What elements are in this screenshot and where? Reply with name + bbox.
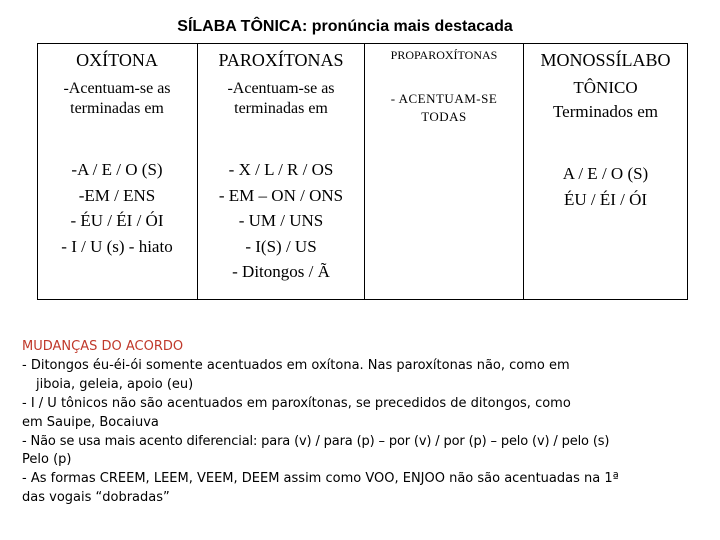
column-header-paroxitonas: PAROXÍTONAS (218, 50, 344, 70)
table-border-top (37, 43, 688, 44)
proparoxitonas-subtitle (365, 90, 523, 126)
notes-heading: MUDANÇAS DO ACORDO (22, 339, 184, 354)
page-title: SÍLABA TÔNICA: pronúncia mais destacada (177, 18, 513, 35)
column-header-oxitona: OXÍTONA (76, 50, 158, 70)
note-line: em Sauipe, Bocaiuva (22, 414, 159, 430)
ending-item: A / E / O (S) (562, 164, 649, 183)
monossilabo-endings (524, 161, 687, 212)
table-border-bottom (37, 299, 688, 300)
ending-item: - I(S) / US (245, 236, 317, 256)
paroxitonas-endings (198, 157, 364, 285)
subtitle-line: -Acentuam-se as (63, 80, 171, 97)
note-line: Pelo (p) (22, 452, 72, 468)
monossilabo-subtitle (524, 76, 687, 124)
ending-item: - UM / UNS (238, 211, 324, 230)
ending-item: - I / U (s) - hiato (61, 236, 173, 256)
note-line: - Ditongos éu-éi-ói somente acentuados em oxítona. Nas paroxítonas não, como em (22, 357, 570, 373)
note-line: das vogais “dobradas” (22, 490, 170, 506)
ending-item: - X / L / R / OS (228, 160, 334, 179)
subtitle-line: TÔNICO (573, 78, 638, 97)
column-divider (364, 43, 365, 300)
ending-item: - EM – ON / ONS (218, 185, 344, 205)
note-line: - Não se usa mais acento diferencial: para (v) / para (p) – por (v) / por (p) – pelo (v) / pelo (s) (22, 433, 610, 449)
subtitle-line: -Acentuam-se as (227, 80, 335, 97)
column-header-proparoxitonas: PROPAROXÍTONAS (390, 48, 498, 62)
oxitona-endings (37, 157, 197, 259)
ending-item: - ÉU / ÉI / ÓI (70, 211, 164, 230)
ending-item: ÉU / ÉI / ÓI (563, 189, 648, 209)
paroxitonas-subtitle (198, 79, 364, 119)
table-border-right (687, 43, 688, 300)
ending-item: -EM / ENS (78, 185, 156, 205)
note-line: - As formas CREEM, LEEM, VEEM, DEEM assim como VOO, ENJOO não são acentuadas na 1ª (22, 471, 619, 487)
ending-item: -A / E / O (S) (71, 160, 163, 179)
note-line: jiboia, geleia, apoio (eu) (36, 376, 194, 392)
oxitona-subtitle (37, 79, 197, 119)
subtitle-line: terminadas em (234, 100, 328, 117)
subtitle-line: terminadas em (70, 100, 164, 117)
subtitle-line: TODAS (421, 109, 467, 125)
ending-item: - Ditongos / Ã (232, 262, 330, 281)
stress-table (37, 43, 688, 300)
accord-changes-notes (22, 338, 702, 508)
note-line: - I / U tônicos não são acentuados em paroxítonas, se precedidos de ditongos, como (22, 395, 571, 411)
subtitle-line: Terminados em (552, 101, 659, 121)
subtitle-line: - ACENTUAM-SE (390, 91, 498, 106)
column-header-monossilabo: MONOSSÍLABO (540, 50, 671, 70)
